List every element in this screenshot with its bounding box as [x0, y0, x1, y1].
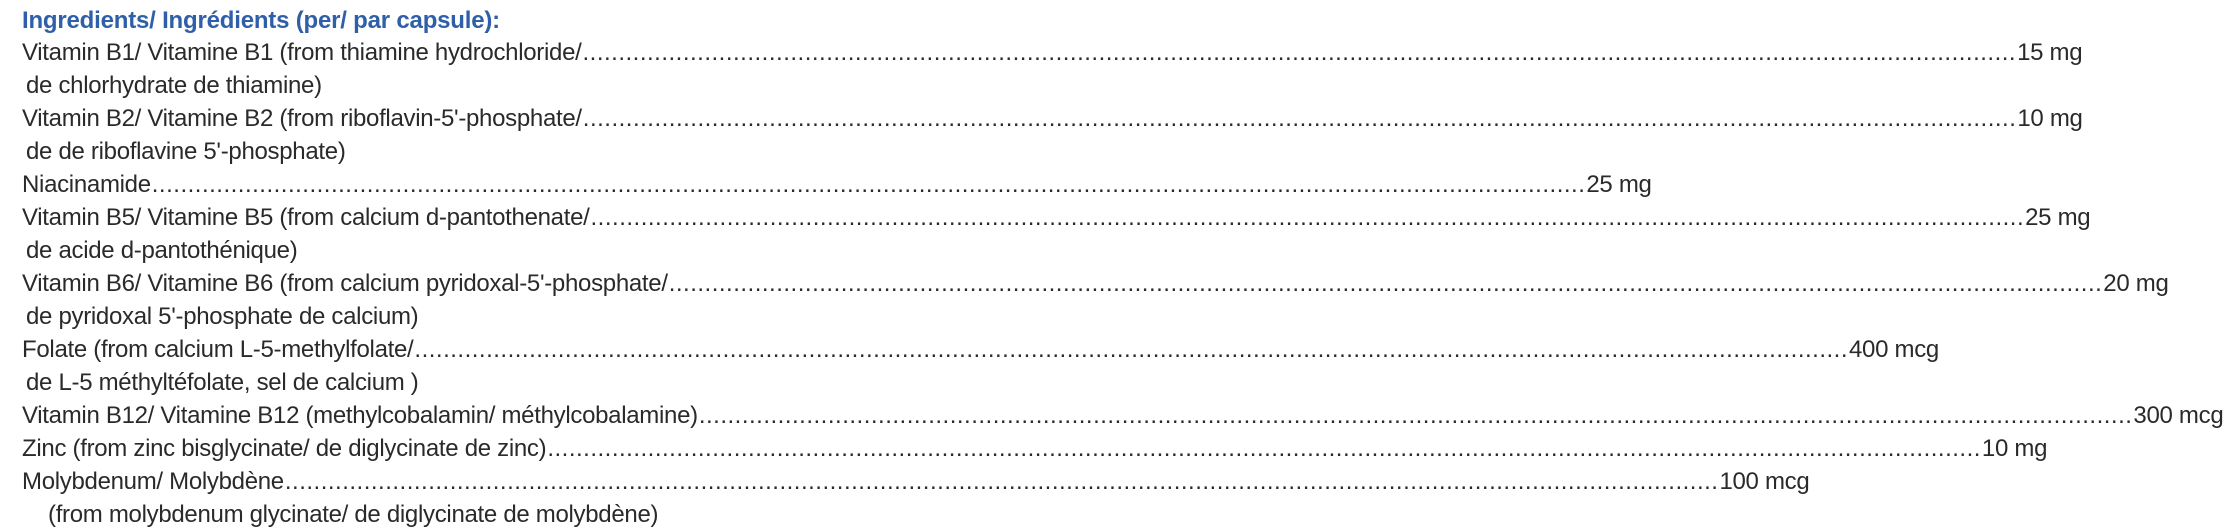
ingredient-label: Vitamin B2/ Vitamine B2 (from riboflavin-5'-phosphate/ [22, 105, 582, 132]
ingredient-label: Vitamin B1/ Vitamine B1 (from thiamine hydrochloride/ [22, 39, 582, 66]
ingredient-row-zinc [22, 432, 2048, 465]
ingredient-amount: 25 mg [2025, 204, 2091, 231]
ingredient-row-vitamin-b1 [22, 36, 2083, 69]
ingredient-continuation: de chlorhydrate de thiamine) [26, 72, 322, 99]
ingredient-continuation: de pyridoxal 5'-phosphate de calcium) [26, 303, 419, 330]
ingredient-continuation: de L-5 méthyltéfolate, sel de calcium ) [26, 369, 419, 396]
ingredient-row-vitamin-b5 [22, 201, 2091, 234]
ingredient-label: Vitamin B5/ Vitamine B5 (from calcium d-pantothenate/ [22, 204, 590, 231]
ingredient-label: Vitamin B6/ Vitamine B6 (from calcium pyridoxal-5'-phosphate/ [22, 270, 668, 297]
ingredient-label: Niacinamide [22, 171, 151, 198]
ingredient-amount: 25 mg [1586, 171, 1652, 198]
ingredient-label: Vitamin B12/ Vitamine B12 (methylcobalamin/ méthylcobalamine) [22, 402, 698, 429]
ingredient-amount: 300 mcg [2133, 402, 2223, 429]
ingredients-panel [22, 6, 2223, 531]
dot-leader: ........................................................................................................................................................................................................ [698, 402, 2133, 429]
ingredient-amount: 15 mg [2017, 39, 2083, 66]
ingredient-label: Folate (from calcium L-5-methylfolate/ [22, 336, 414, 363]
ingredient-label: Zinc (from zinc bisglycinate/ de diglycinate de zinc) [22, 435, 547, 462]
dot-leader: ........................................................................................................................................................................................................ [151, 171, 1586, 198]
dot-leader: ........................................................................................................................................................................................................ [547, 435, 1981, 462]
dot-leader: ........................................................................................................................................................................................................ [284, 468, 1719, 495]
ingredients-heading: Ingredients/ Ingrédients (per/ par capsule): [22, 7, 500, 34]
ingredient-continuation: (from molybdenum glycinate/ de diglycinate de molybdène) [48, 501, 659, 528]
ingredient-amount: 20 mg [2103, 270, 2169, 297]
ingredient-amount: 400 mcg [1849, 336, 1939, 363]
ingredient-amount: 100 mcg [1719, 468, 1810, 495]
dot-leader: ........................................................................................................................................................................................................ [582, 105, 2017, 132]
ingredient-row-vitamin-b12 [22, 399, 2223, 432]
dot-leader: ........................................................................................................................................................................................................ [590, 204, 2025, 231]
dot-leader: ........................................................................................................................................................................................................ [668, 270, 2103, 297]
dot-leader: ........................................................................................................................................................................................................ [414, 336, 1848, 363]
ingredient-amount: 10 mg [1981, 435, 2048, 462]
ingredient-label: Molybdenum/ Molybdène [22, 468, 284, 495]
ingredient-continuation: de de riboflavine 5'-phosphate) [26, 138, 346, 165]
ingredient-row-vitamin-b6 [22, 267, 2169, 300]
ingredient-amount: 10 mg [2017, 105, 2083, 132]
ingredient-continuation: de acide d-pantothénique) [26, 237, 298, 264]
ingredient-row-molybdenum [22, 465, 1810, 498]
dot-leader: ........................................................................................................................................................................................................ [582, 39, 2017, 66]
ingredient-row-folate [22, 333, 1939, 366]
ingredient-row-niacinamide [22, 168, 1652, 201]
ingredient-row-vitamin-b2 [22, 102, 2083, 135]
